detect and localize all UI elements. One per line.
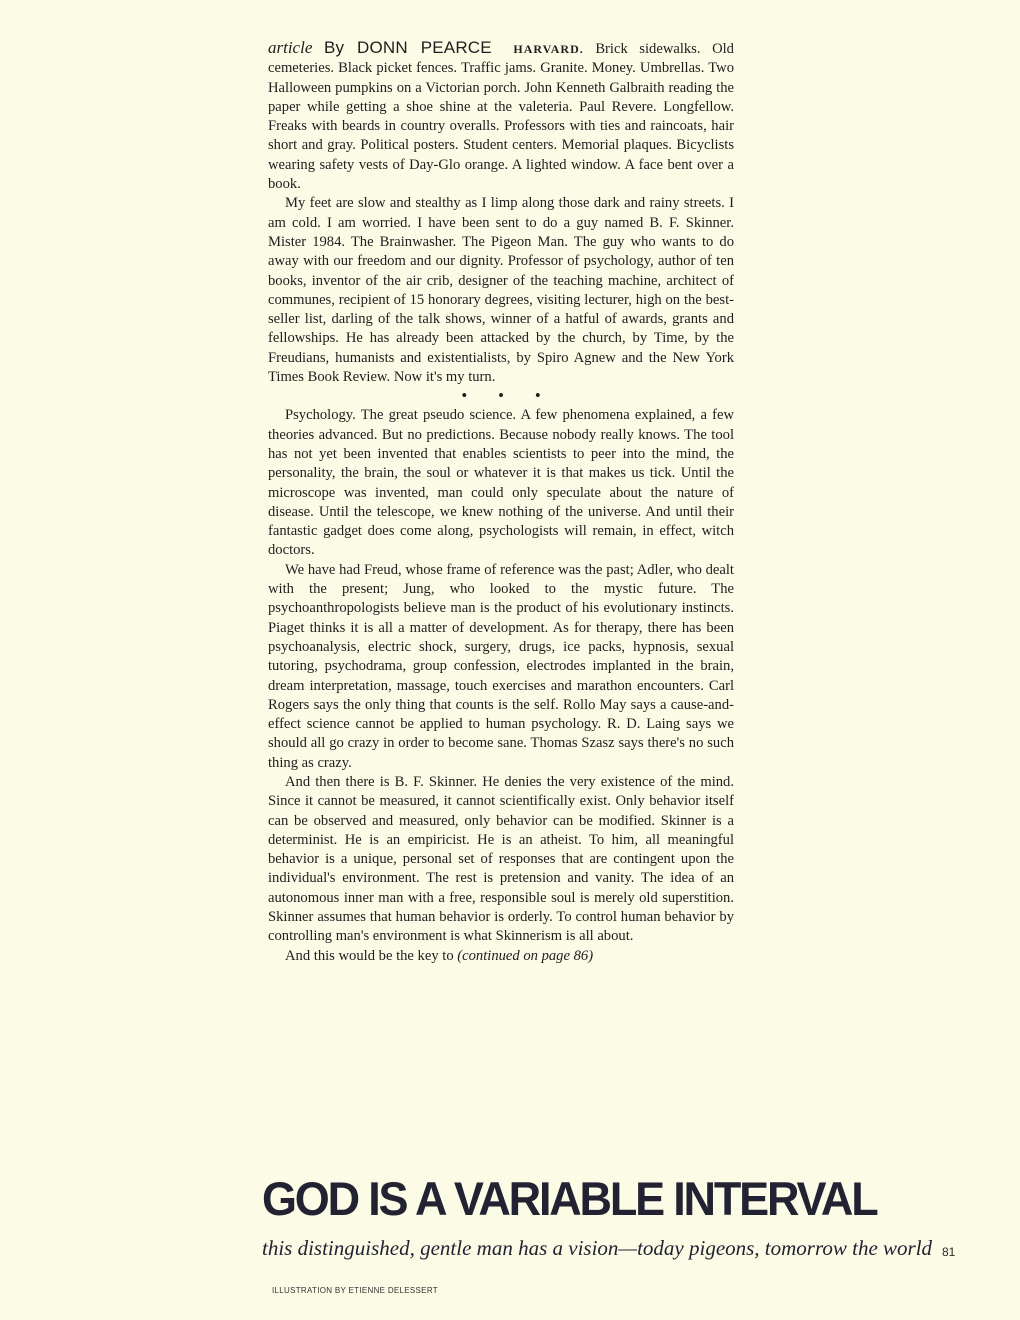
article-title: GOD IS A VARIABLE INTERVAL (262, 1172, 877, 1226)
illustration-credit: ILLUSTRATION BY ETIENNE DELESSERT (272, 1286, 438, 1295)
paragraph-text: Brick sidewalks. Old cemeteries. Black picket fences. Traffic jams. Granite. Money. Umbrellas. Two Halloween pumpkins on a Victorian porch. John Kenneth Galbraith reading the paper while getting a shoe shine at the valeteria. Paul Revere. Longfellow. Freaks with beards in country overalls. Professors with ties and raincoats, hair short and gray. Political posters. Student centers. Memorial plaques. Bicyclists wearing safety vests of Day-Glo orange. A lighted window. A face bent over a book. (268, 41, 734, 193)
byline: By DONN PEARCE (323, 38, 492, 57)
article-paragraph-6 (268, 947, 734, 966)
dateline: HARVARD. (513, 42, 584, 56)
page-number: 81 (942, 1245, 956, 1259)
article-paragraph-4: We have had Freud, whose frame of reference was the past; Adler, who dealt with the present; Jung, who looked to the mystic future. The psychoanthropologists believe man is the product of his evolutionary instincts. Piaget thinks it is all a matter of development. As for therapy, there has been psychoanalysis, electric shock, surgery, drugs, ice packs, hypnosis, sexual tutoring, psychodrama, group confession, electrodes implanted in the brain, dream interpretation, massage, touch exercises and marathon encounters. Carl Rogers says the only thing that counts is the self. Rollo May says a cause-and-effect science cannot be applied to human psychology. R. D. Laing says we should all go crazy in order to become sane. Thomas Szasz says there's no such thing as crazy. (268, 561, 734, 771)
article-paragraph-1 (268, 38, 734, 194)
article-subtitle: this distinguished, gentle man has a vision—today pigeons, tomorrow the world (262, 1236, 933, 1260)
article-kicker: article (268, 38, 313, 57)
article-body (268, 38, 734, 966)
article-paragraph-3: Psychology. The great pseudo science. A few phenomena explained, a few theories advanced. But no predictions. Because nobody really knows. The tool has not yet been invented that enables scientists to peer into the mind, the personality, the brain, the soul or whatever it is that makes us tick. Until the microscope was invented, man could only speculate about the nature of disease. Until the telescope, we knew nothing of the universe. And until their fantastic gadget does come along, psychologists will remain, in effect, witch doctors. (268, 407, 734, 559)
section-separator: • • • (461, 388, 555, 405)
article-paragraph-2: My feet are slow and stealthy as I limp along those dark and rainy streets. I am cold. I am worried. I have been sent to do a guy named B. F. Skinner. Mister 1984. The Brainwasher. The Pigeon Man. The guy who wants to do away with our freedom and our dignity. Professor of psychology, author of ten books, inventor of the air crib, designer of the teaching machine, architect of communes, recipient of 15 honorary degrees, visiting lecturer, high on the best-seller list, darling of the talk shows, winner of a hatful of awards, grants and fellowships. He has already been attacked by the church, by Time, by the Freudians, humanists and existentialists, by Spiro Agnew and the New York Times Book Review. Now it's my turn. (268, 195, 734, 386)
continuation-note: (continued on page 86) (457, 947, 594, 964)
article-paragraph-5: And then there is B. F. Skinner. He denies the very existence of the mind. Since it cannot be measured, it cannot scientifically exist. Only behavior itself can be observed and measured, only behavior can be modified. Skinner is a determinist. He is an empiricist. He is an atheist. To him, all meaningful behavior is a unique, personal set of responses that are contingent upon the individual's environment. The rest is pretension and vanity. The idea of an autonomous inner man with a free, responsible soul is merely old superstition. Skinner assumes that human behavior is orderly. To control human behavior by controlling man's environment is what Skinnerism is all about. (268, 773, 734, 945)
paragraph-text: And this would be the key to (285, 947, 454, 964)
